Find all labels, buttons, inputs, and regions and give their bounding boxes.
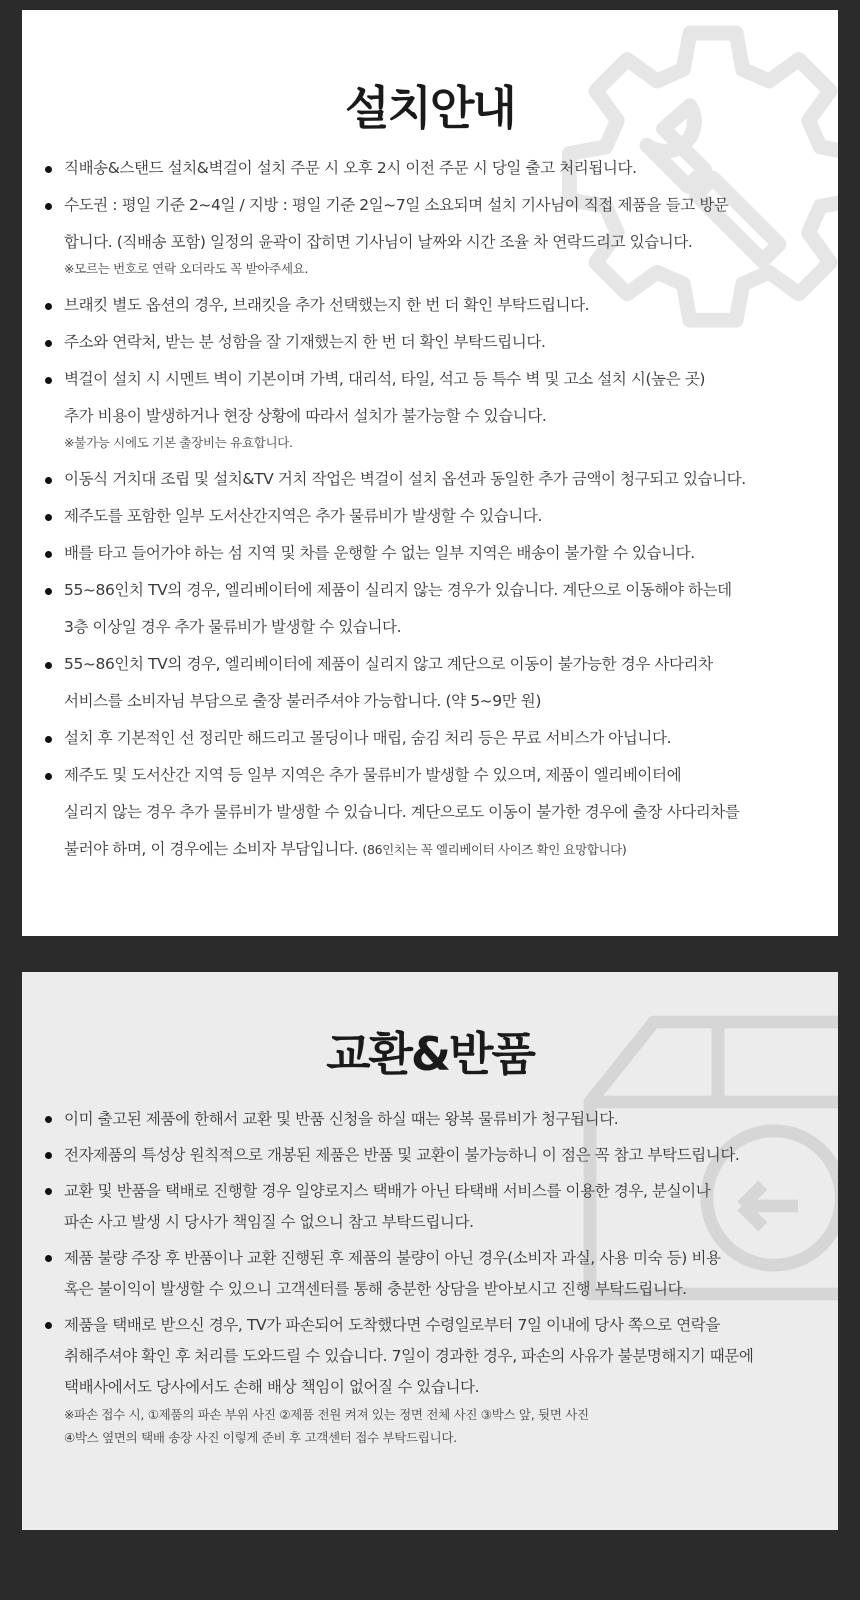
install-guide-title: 설치안내: [345, 81, 515, 135]
list-item: [64, 361, 814, 455]
bullet-icon: [45, 377, 52, 384]
list-item-text: 설치 후 기본적인 선 정리만 해드리고 몰딩이나 매립, 숨김 처리 등은 무료 서비스가 아닙니다.: [64, 729, 672, 747]
bullet-icon: [45, 662, 52, 669]
list-item: [64, 498, 814, 535]
list-item-note: ※파손 접수 시, ①제품의 파손 부위 사진 ②제품 전원 켜져 있는 정면 전체 사진 ③박스 앞, 뒷면 사진: [64, 1407, 589, 1422]
bullet-icon: [45, 1188, 52, 1195]
bullet-icon: [45, 166, 52, 173]
bullet-icon: [45, 1255, 52, 1262]
list-item: [64, 1243, 814, 1305]
exchange-return-panel: [22, 972, 838, 1530]
list-item-text: 브래킷 별도 옵션의 경우, 브래킷을 추가 선택했는지 한 번 더 확인 부탁드립니다.: [64, 296, 590, 314]
list-item-text: 서비스를 소비자님 부담으로 출장 불러주셔야 가능합니다. (약 5~9만 원): [64, 692, 542, 710]
install-guide-panel: [22, 10, 838, 936]
list-item: [64, 1104, 814, 1135]
exchange-return-list: [22, 1104, 838, 1449]
list-item: [64, 1176, 814, 1238]
list-item-text: 택배사에서도 당사에서도 손해 배상 책임이 없어질 수 있습니다.: [64, 1378, 480, 1396]
list-item-text: 취해주셔야 확인 후 처리를 도와드릴 수 있습니다. 7일이 경과한 경우, 파손의 사유가 불분명해지기 때문에: [64, 1347, 754, 1365]
list-item-text: 주소와 연락처, 받는 분 성함을 잘 기재했는지 한 번 더 확인 부탁드립니다.: [64, 333, 546, 351]
bullet-icon: [45, 303, 52, 310]
list-item: [64, 187, 814, 281]
list-item-text: 이미 출고된 제품에 한해서 교환 및 반품 신청을 하실 때는 왕복 물류비가 청구됩니다.: [64, 1110, 619, 1128]
list-item-text: 3층 이상일 경우 추가 물류비가 발생할 수 있습니다.: [64, 618, 402, 636]
list-item-text: 배를 타고 들어가야 하는 섬 지역 및 차를 운행할 수 없는 일부 지역은 배송이 불가할 수 있습니다.: [64, 544, 695, 562]
list-item-text: 합니다. (직배송 포함) 일정의 윤곽이 잡히면 기사님이 날짜와 시간 조율 차 연락드리고 있습니다.: [64, 233, 693, 251]
list-item-remark: (86인치는 꼭 엘리베이터 사이즈 확인 요망합니다): [362, 842, 627, 857]
list-item: [64, 572, 814, 646]
list-item-text: 파손 사고 발생 시 당사가 책임질 수 없으니 참고 부탁드립니다.: [64, 1213, 474, 1231]
list-item-text: 혹은 불이익이 발생할 수 있으니 고객센터를 통해 충분한 상담을 받아보시고 진행 부탁드립니다.: [64, 1280, 687, 1298]
list-item-text: 교환 및 반품을 택배로 진행할 경우 일양로지스 택배가 아닌 타택배 서비스를 이용한 경우, 분실이나: [64, 1182, 711, 1200]
list-item-note: ④박스 옆면의 택배 송장 사진 이렇게 준비 후 고객센터 접수 부탁드립니다.: [64, 1430, 457, 1445]
list-item: [64, 324, 814, 361]
list-item-text: 실리지 않는 경우 추가 물류비가 발생할 수 있습니다. 계단으로도 이동이 불가한 경우에 출장 사다리차를: [64, 803, 740, 821]
list-item-text: 벽걸이 설치 시 시멘트 벽이 기본이며 가벽, 대리석, 타일, 석고 등 특수 벽 및 고소 설치 시(높은 곳): [64, 370, 706, 388]
bullet-icon: [45, 1322, 52, 1329]
list-item-text: 제주도를 포함한 일부 도서산간지역은 추가 물류비가 발생할 수 있습니다.: [64, 507, 542, 525]
list-item: [64, 757, 814, 868]
list-item: [64, 1140, 814, 1171]
list-item-text: 전자제품의 특성상 원칙적으로 개봉된 제품은 반품 및 교환이 불가능하니 이 점은 꼭 참고 부탁드립니다.: [64, 1146, 740, 1164]
bullet-icon: [45, 1116, 52, 1123]
list-item-text: 55~86인치 TV의 경우, 엘리베이터에 제품이 실리지 않는 경우가 있습니다. 계단으로 이동해야 하는데: [64, 581, 732, 599]
bullet-icon: [45, 477, 52, 484]
list-item-text: 직배송&스탠드 설치&벽걸이 설치 주문 시 오후 2시 이전 주문 시 당일 출고 처리됩니다.: [64, 159, 637, 177]
bullet-icon: [45, 588, 52, 595]
bullet-icon: [45, 551, 52, 558]
list-item: [64, 720, 814, 757]
list-item-text: 불러야 하며, 이 경우에는 소비자 부담입니다. (86인치는 꼭 엘리베이터 사이즈 확인 요망합니다): [64, 840, 627, 858]
list-item-text: 제품 불량 주장 후 반품이나 교환 진행된 후 제품의 불량이 아닌 경우(소비자 과실, 사용 미숙 등) 비용: [64, 1249, 721, 1267]
list-item-text: 이동식 거치대 조립 및 설치&TV 거치 작업은 벽걸이 설치 옵션과 동일한 추가 금액이 청구되고 있습니다.: [64, 470, 746, 488]
bullet-icon: [45, 1152, 52, 1159]
list-item-text: 수도권 : 평일 기준 2~4일 / 지방 : 평일 기준 2일~7일 소요되며 설치 기사님이 직접 제품을 들고 방문: [64, 196, 729, 214]
exchange-return-title: 교환&반품: [326, 1027, 534, 1081]
bullet-icon: [45, 203, 52, 210]
list-item-text: 55~86인치 TV의 경우, 엘리베이터에 제품이 실리지 않고 계단으로 이동이 불가능한 경우 사다리차: [64, 655, 713, 673]
list-item: [64, 461, 814, 498]
bullet-icon: [45, 514, 52, 521]
bullet-icon: [45, 736, 52, 743]
list-item-text: 추가 비용이 발생하거나 현장 상황에 따라서 설치가 불가능할 수 있습니다.: [64, 407, 547, 425]
bullet-icon: [45, 773, 52, 780]
bullet-icon: [45, 340, 52, 347]
list-item: [64, 535, 814, 572]
install-guide-list: [22, 150, 838, 868]
list-item-text: 제품을 택배로 받으신 경우, TV가 파손되어 도착했다면 수령일로부터 7일 이내에 당사 쪽으로 연락을: [64, 1316, 720, 1334]
list-item: [64, 150, 814, 187]
list-item-text: 제주도 및 도서산간 지역 등 일부 지역은 추가 물류비가 발생할 수 있으며, 제품이 엘리베이터에: [64, 766, 682, 784]
list-item: [64, 1310, 814, 1449]
list-item: [64, 646, 814, 720]
list-item: [64, 287, 814, 324]
list-item-note: ※불가능 시에도 기본 출장비는 유효합니다.: [64, 435, 293, 450]
list-item-note: ※모르는 번호로 연락 오더라도 꼭 받아주세요.: [64, 261, 309, 276]
